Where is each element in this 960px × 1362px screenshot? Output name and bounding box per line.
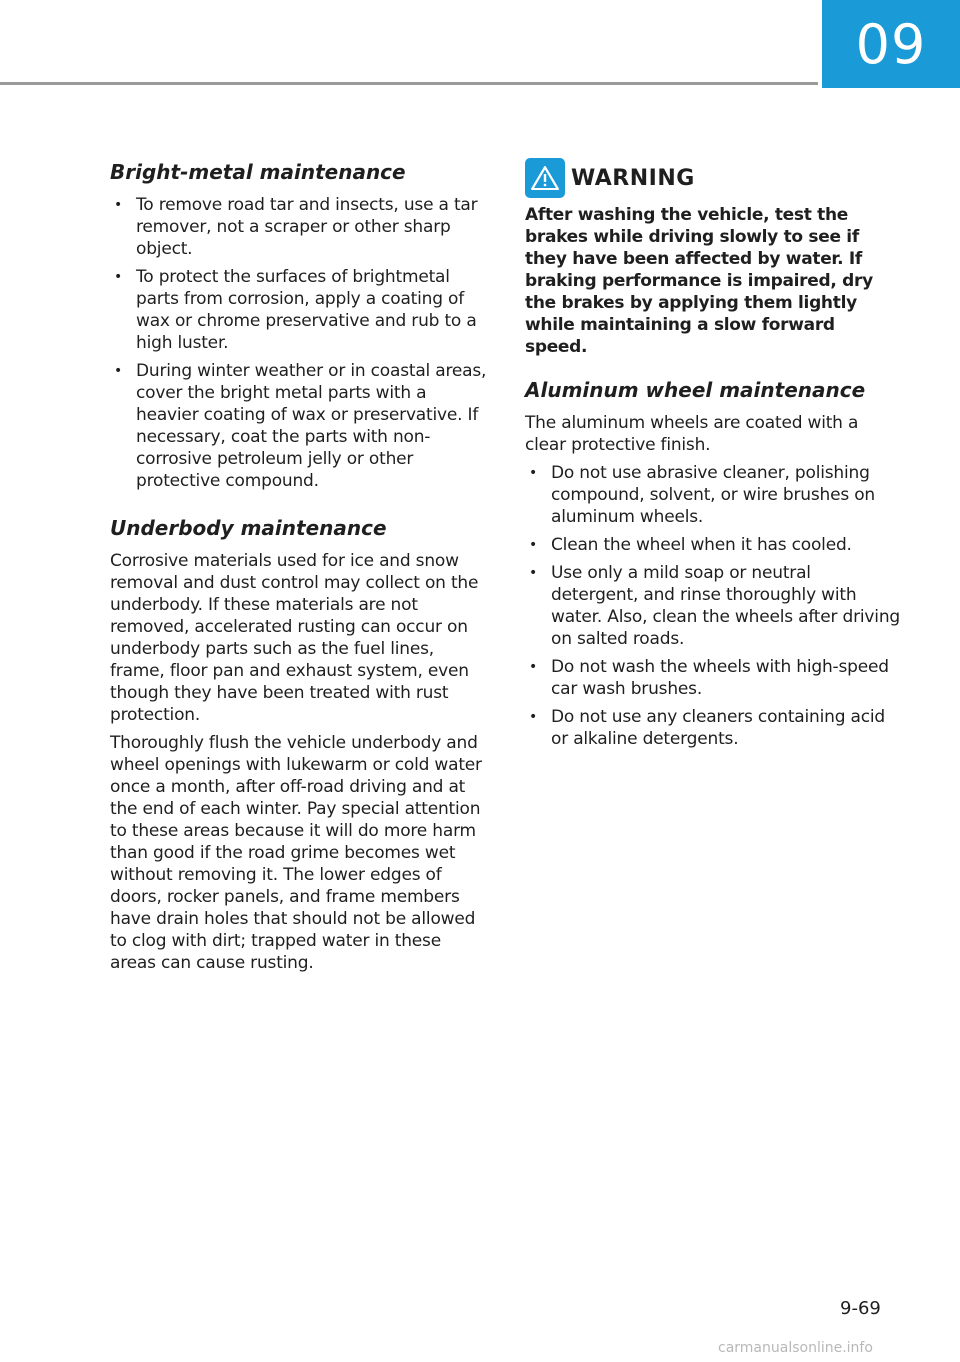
list-item: • Do not use any cleaners containing acid or alkaline detergents.: [525, 706, 900, 750]
list-item: • To remove road tar and insects, use a tar remover, not a scraper or other sharp object.: [110, 194, 488, 260]
list-item: • Do not wash the wheels with high-speed car wash brushes.: [525, 656, 900, 700]
underbody-paragraph: Thoroughly flush the vehicle underbody and wheel openings with lukewarm or cold water once a month, after off-road driving and at the end of each winter. Pay special attention to these areas because it will do more harm than good if the road grime becomes wet without removing it. The lower edges of doors, rocker panels, and frame members have drain holes that should not be allowed to clog with dirt; trapped water in these areas can cause rusting.: [110, 733, 482, 973]
underbody-heading: Underbody maintenance: [110, 516, 387, 540]
chapter-number: 09: [855, 12, 927, 76]
warning-header: [525, 158, 900, 198]
underbody-paragraph: Corrosive materials used for ice and snow removal and dust control may collect on the underbody. If these materials are not removed, accelerated rusting can occur on underbody parts such as the fuel lines, frame, floor pan and exhaust system, even though they have been treated with rust protection.: [110, 551, 479, 725]
list-item: • Do not use abrasive cleaner, polishing compound, solvent, or wire brushes on aluminum wheels.: [525, 462, 900, 528]
chapter-tab: [822, 0, 960, 88]
warning-body: After washing the vehicle, test the brakes while driving slowly to see if they have been affected by water. If braking performance is impaired, dry the brakes by applying them lightly while maintaining a slow forward speed.: [525, 205, 873, 357]
bright-metal-heading: Bright-metal maintenance: [110, 160, 406, 184]
list-item: • To protect the surfaces of brightmetal parts from corrosion, apply a coating of wax or chrome preservative and rub to a high luster.: [110, 266, 488, 354]
aluminum-heading: Aluminum wheel maintenance: [525, 378, 866, 402]
bright-metal-list: [110, 194, 488, 492]
left-column: [110, 158, 488, 980]
list-item: • Clean the wheel when it has cooled.: [525, 534, 900, 556]
aluminum-list: [525, 462, 900, 750]
aluminum-intro: The aluminum wheels are coated with a clear protective finish.: [525, 413, 859, 455]
list-item: • During winter weather or in coastal areas, cover the bright metal parts with a heavier coating of wax or preservative. If necessary, coat the parts with non-corrosive petroleum jelly or other protective compound.: [110, 360, 488, 492]
list-item: • Use only a mild soap or neutral detergent, and rinse thoroughly with water. Also, clean the wheels after driving on salted roads.: [525, 562, 900, 650]
watermark: carmanualsonline.info: [718, 1340, 873, 1356]
header-rule: [0, 82, 818, 85]
page-number: 9-69: [840, 1298, 881, 1319]
warning-title: WARNING: [571, 165, 695, 191]
warning-triangle-icon: [525, 158, 565, 198]
right-column: [525, 158, 900, 756]
